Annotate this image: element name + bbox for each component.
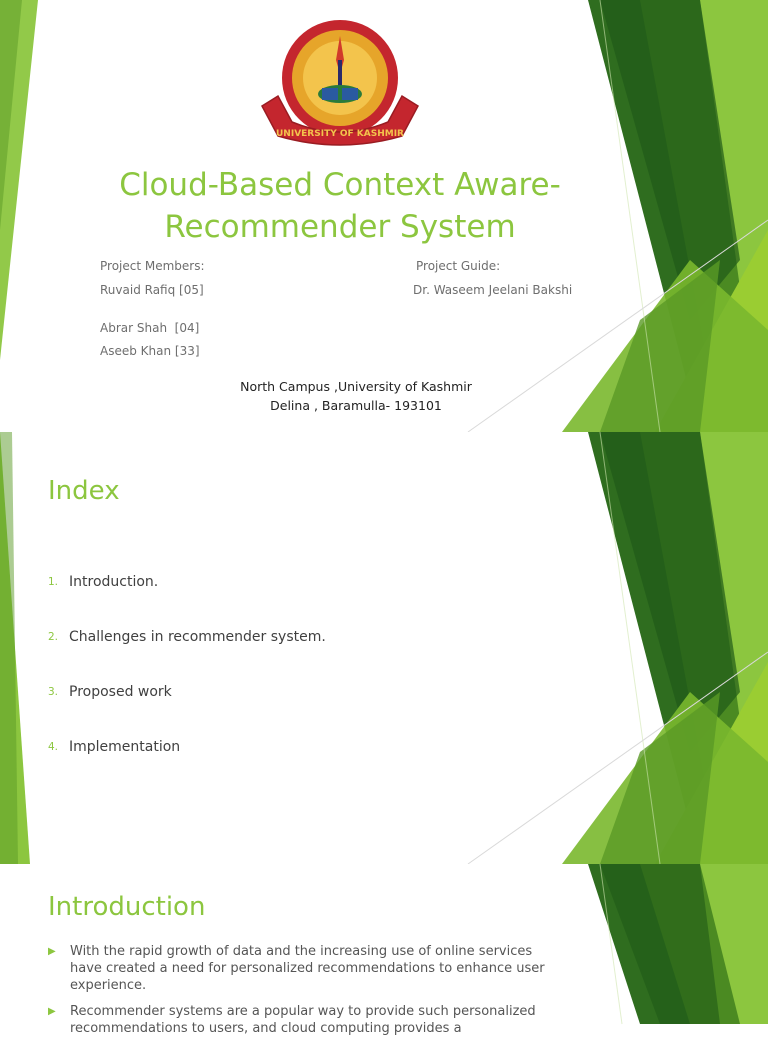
list-item	[48, 627, 326, 647]
introduction-heading: Introduction	[48, 892, 206, 922]
introduction-slide	[0, 864, 768, 1036]
guide-label: Project Guide:	[416, 259, 501, 273]
member-1: Ruvaid Rafiq [05]	[100, 283, 204, 297]
list-item	[48, 737, 180, 757]
item-text: Proposed work	[69, 684, 172, 700]
presentation-title	[80, 164, 600, 248]
item-number: 3.	[48, 686, 59, 698]
item-text: Challenges in recommender system.	[69, 629, 326, 645]
list-item	[48, 943, 568, 994]
item-text: Introduction.	[69, 574, 159, 590]
list-item	[48, 682, 172, 702]
member-3: Aseeb Khan [33]	[100, 344, 200, 358]
logo-ring-text: UNIVERSITY OF KASHMIR	[276, 129, 404, 139]
item-number: 1.	[48, 576, 59, 588]
guide-name: Dr. Waseem Jeelani Bakshi	[413, 283, 573, 297]
campus-address	[196, 377, 516, 415]
title-line-2: Recommender System	[164, 209, 516, 245]
campus-line-2: Delina , Baramulla- 193101	[270, 398, 442, 413]
title-line-1: Cloud-Based Context Aware-	[119, 167, 561, 203]
bullet-text: With the rapid growth of data and the increasing use of online services have created a need for personalized recommendations to enhance user experience.	[70, 944, 545, 993]
member-2: Abrar Shah [04]	[100, 321, 200, 335]
bullet-text: Recommender systems are a popular way to provide such personalized recommendations to users, and cloud computing provides a	[70, 1004, 536, 1036]
item-number: 2.	[48, 631, 59, 643]
campus-line-1: North Campus ,University of Kashmir	[240, 379, 472, 394]
list-item	[48, 572, 158, 592]
university-logo	[258, 14, 422, 146]
item-text: Implementation	[69, 739, 181, 755]
index-heading: Index	[48, 476, 120, 506]
bullet-arrow-icon: ▶	[48, 1006, 56, 1017]
university-crest-icon	[282, 20, 398, 136]
list-item	[48, 1003, 568, 1037]
members-label: Project Members:	[100, 259, 205, 273]
item-number: 4.	[48, 741, 59, 753]
index-slide	[0, 432, 768, 864]
title-slide	[0, 0, 768, 432]
bullet-arrow-icon: ▶	[48, 946, 56, 957]
